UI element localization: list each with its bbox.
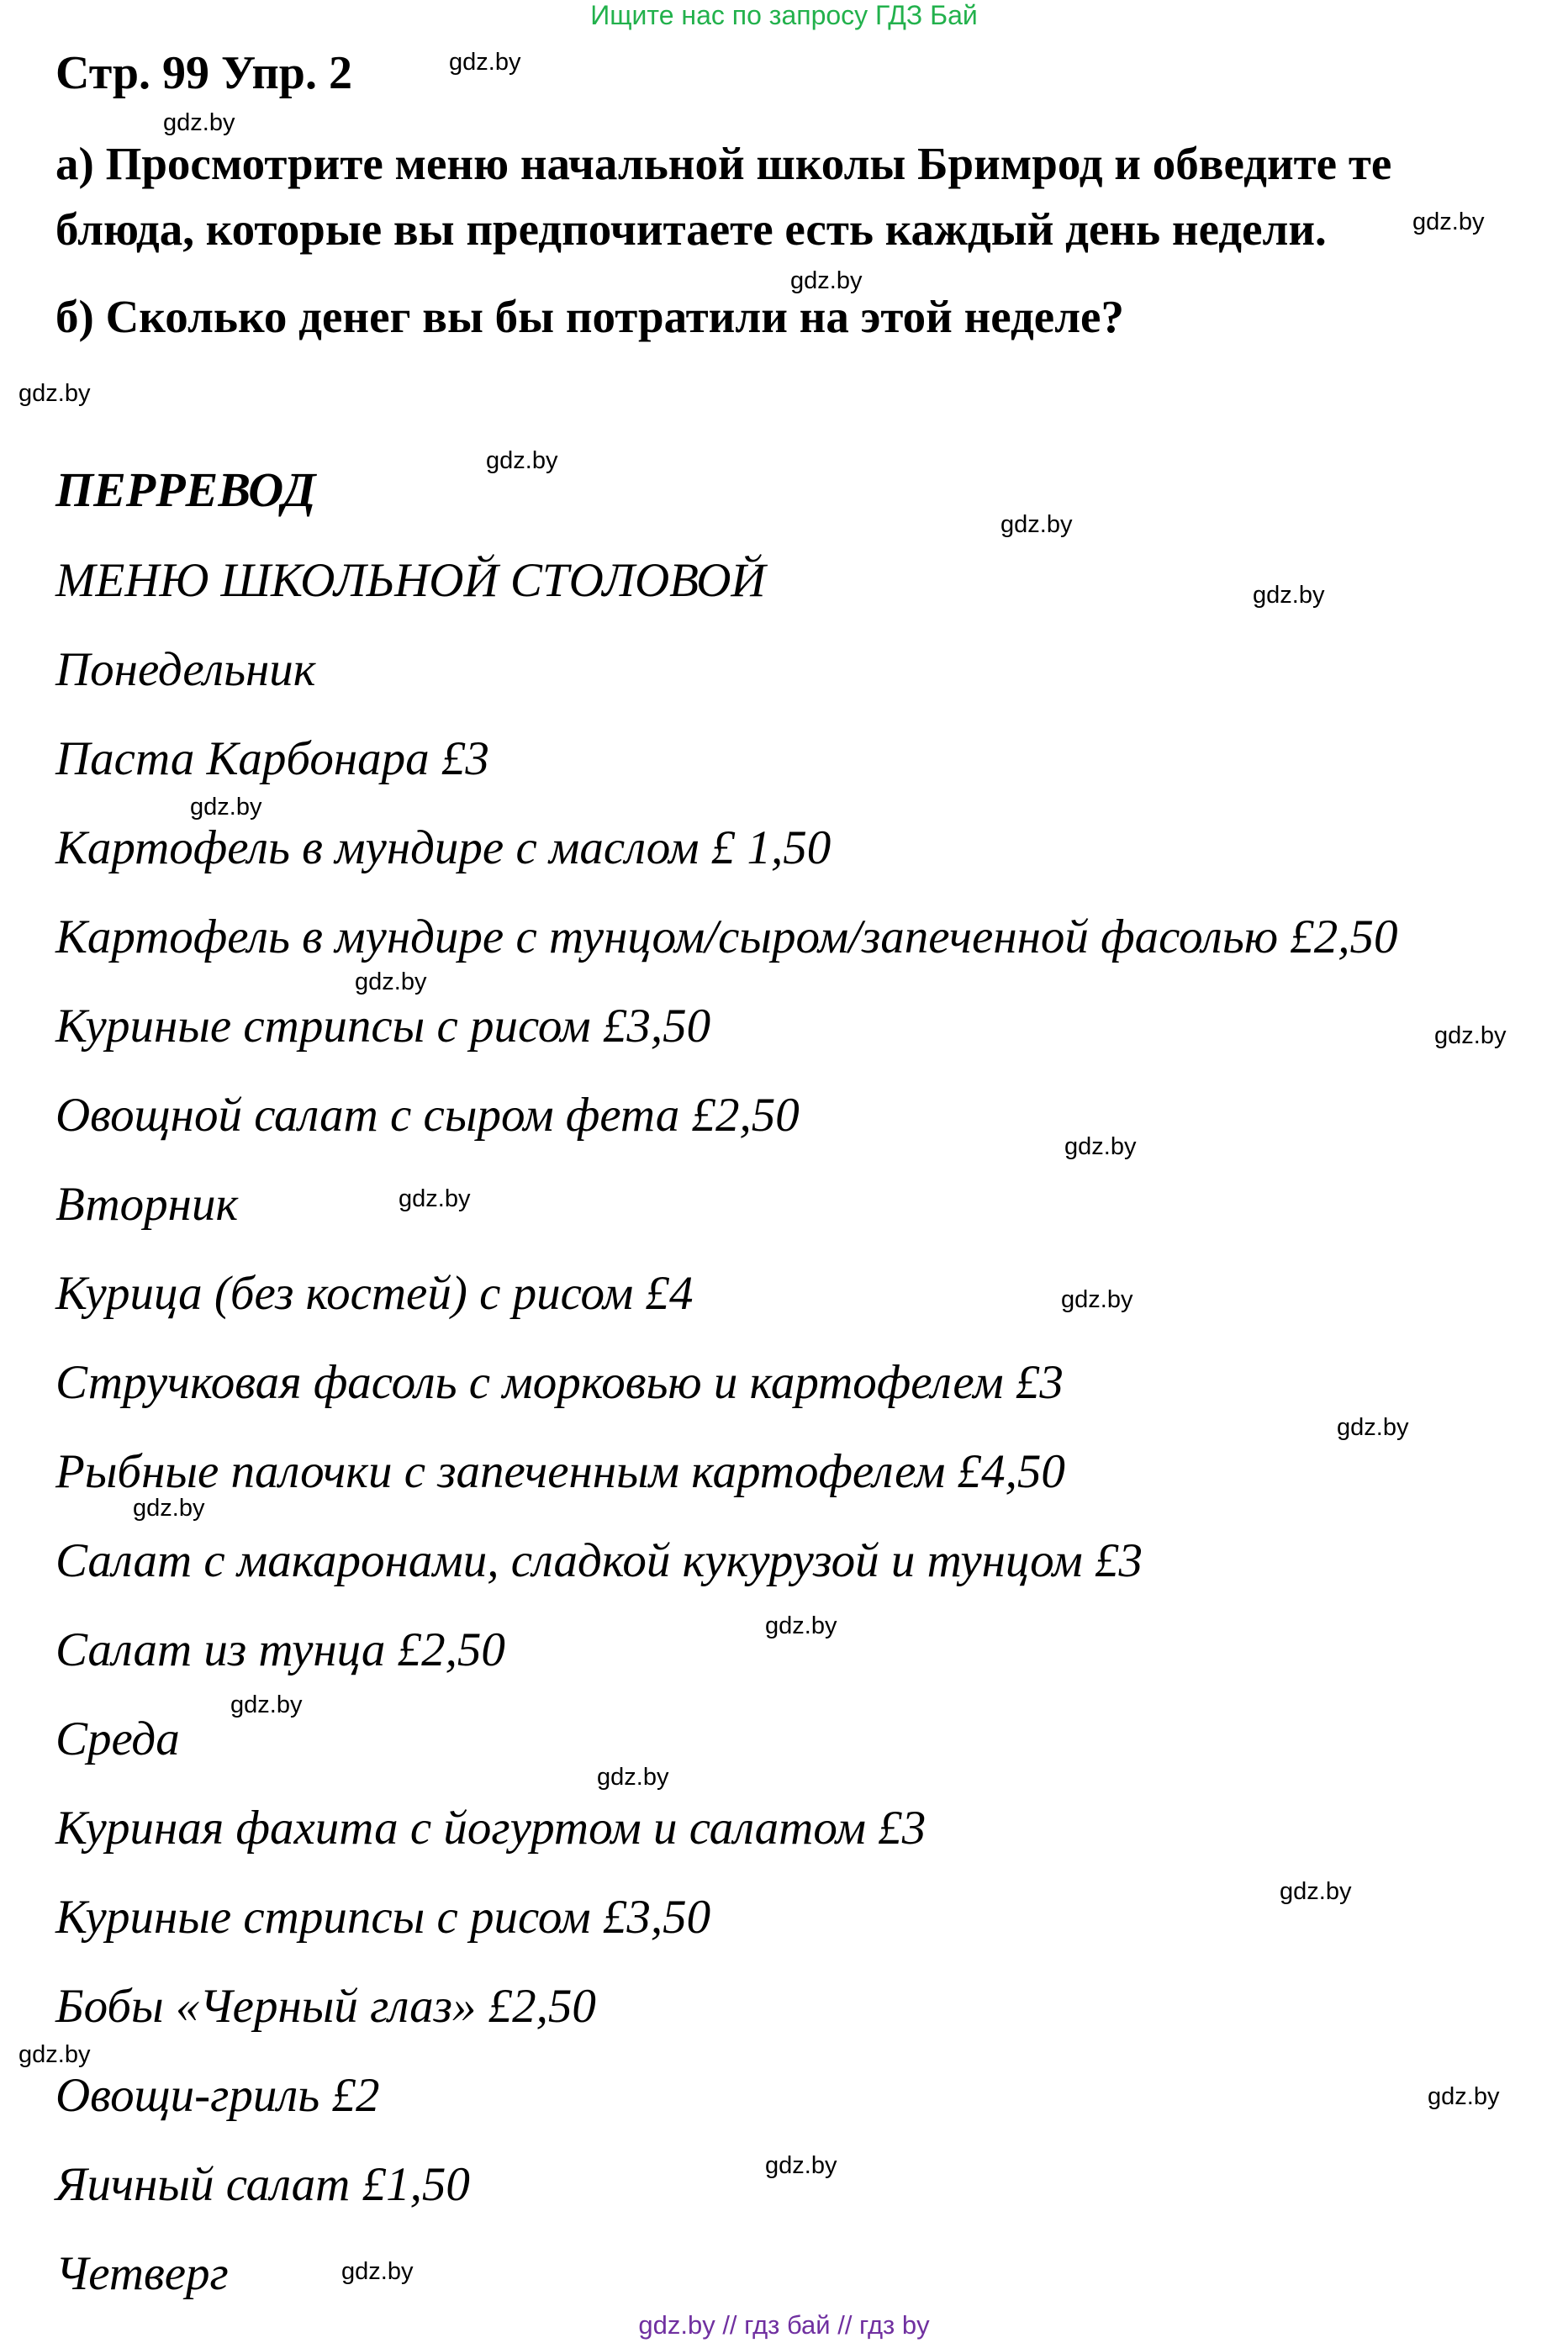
watermark-text: gdz.by — [18, 2041, 91, 2068]
task-a-line1: а) Просмотрите меню начальной школы Бримрод и обведите те — [55, 138, 1392, 189]
watermark-text: gdz.by — [790, 267, 863, 294]
footer-links[interactable]: gdz.by // гдз бай // гдз by — [638, 2310, 930, 2340]
watermark-text: gdz.by — [1428, 2083, 1500, 2110]
task-b: б) Сколько денег вы бы потратили на этой неделе? — [55, 291, 1124, 342]
watermark-text: gdz.by — [1253, 582, 1325, 609]
watermark-text: gdz.by — [355, 968, 427, 995]
page-title: Стр. 99 Упр. 2 — [55, 47, 352, 99]
task-a-line2: блюда, которые вы предпочитаете есть каждый день недели. — [55, 203, 1327, 255]
menu-item: Куриные стрипсы с рисом £3,50 — [55, 1891, 711, 1944]
menu-item: Паста Карбонара £3 — [55, 732, 489, 785]
watermark-text: gdz.by — [486, 447, 558, 474]
menu-item: Курица (без костей) с рисом £4 — [55, 1267, 694, 1320]
menu-item: Картофель в мундире с маслом £ 1,50 — [55, 821, 832, 874]
menu-item: Бобы «Черный глаз» £2,50 — [55, 1980, 596, 2033]
menu-item: Салат с макаронами, сладкой кукурузой и тунцом £3 — [55, 1534, 1143, 1587]
menu-title: МЕНЮ ШКОЛЬНОЙ СТОЛОВОЙ — [55, 554, 766, 607]
watermark-text: gdz.by — [597, 1764, 669, 1791]
watermark-text: gdz.by — [449, 49, 521, 76]
watermark-text: gdz.by — [163, 109, 235, 136]
menu-item: Овощи-гриль £2 — [55, 2069, 380, 2122]
day-thursday: Четверг — [55, 2247, 229, 2300]
day-wednesday: Среда — [55, 1712, 180, 1765]
menu-item: Рыбные палочки с запеченным картофелем £4,50 — [55, 1445, 1065, 1498]
watermark-text: gdz.by — [190, 794, 262, 821]
watermark-text: gdz.by — [1061, 1286, 1133, 1313]
top-banner-link[interactable]: Ищите нас по запросу ГДЗ Бай — [590, 0, 978, 30]
watermark-text: gdz.by — [1434, 1022, 1507, 1049]
watermark-text: gdz.by — [1064, 1133, 1137, 1160]
watermark-text: gdz.by — [1412, 208, 1485, 235]
watermark-text: gdz.by — [1337, 1414, 1409, 1441]
menu-item: Яичный салат £1,50 — [55, 2158, 470, 2211]
day-tuesday: Вторник — [55, 1178, 239, 1231]
watermark-text: gdz.by — [133, 1495, 205, 1522]
watermark-text: gdz.by — [1280, 1878, 1352, 1905]
watermark-text: gdz.by — [341, 2258, 414, 2285]
menu-item: Куриная фахита с йогуртом и салатом £3 — [55, 1802, 927, 1855]
watermark-text: gdz.by — [230, 1691, 303, 1718]
day-monday: Понедельник — [55, 643, 316, 696]
menu-item: Салат из тунца £2,50 — [55, 1623, 505, 1676]
watermark-text: gdz.by — [765, 1612, 837, 1639]
menu-item: Овощной салат с сыром фета £2,50 — [55, 1089, 800, 1142]
watermark-text: gdz.by — [399, 1185, 471, 1212]
menu-item: Стручковая фасоль с морковью и картофелем £3 — [55, 1356, 1064, 1409]
menu-item: Картофель в мундире с тунцом/сыром/запеченной фасолью £2,50 — [55, 910, 1398, 963]
watermark-text: gdz.by — [18, 380, 91, 407]
watermark-text: gdz.by — [765, 2152, 837, 2179]
menu-item: Куриные стрипсы с рисом £3,50 — [55, 1000, 711, 1053]
translation-heading: ПЕРРЕВОД — [55, 462, 316, 517]
watermark-text: gdz.by — [1000, 511, 1073, 538]
